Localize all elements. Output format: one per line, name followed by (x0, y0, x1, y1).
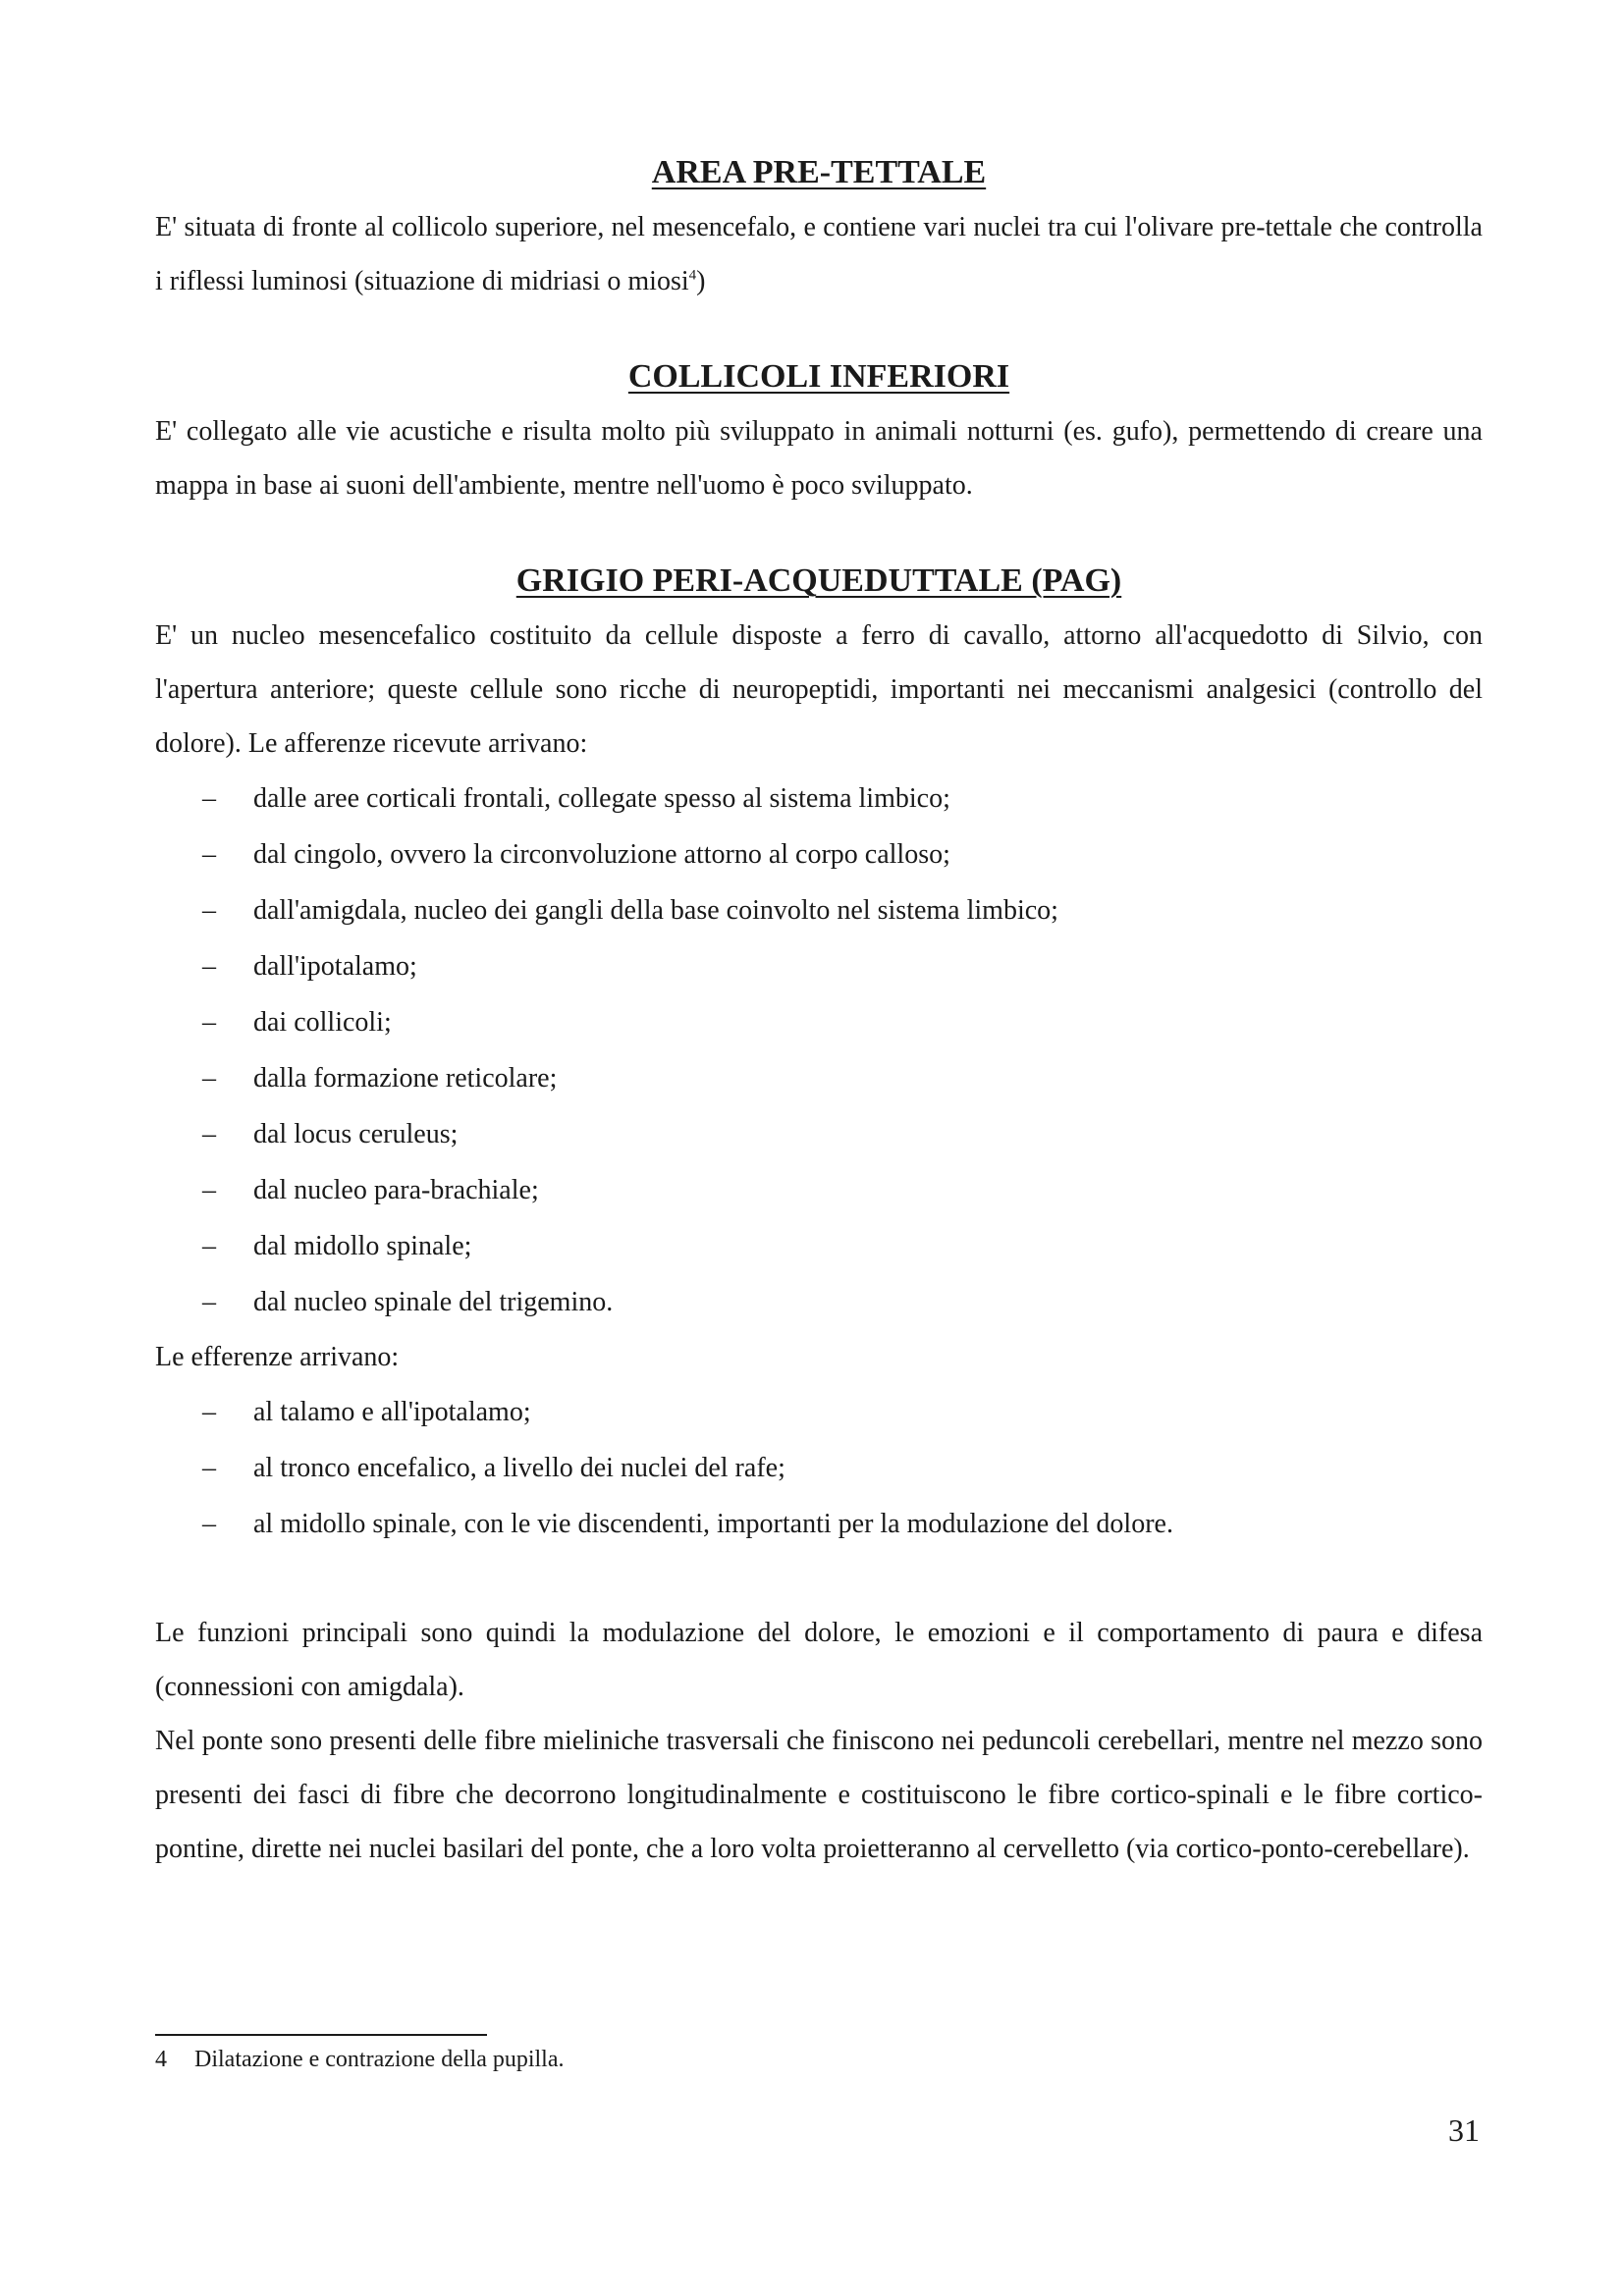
list-item (155, 882, 1483, 938)
list-item (155, 1162, 1483, 1218)
bullet-dash: – (202, 951, 216, 982)
bullet-dash: – (202, 1063, 216, 1094)
list-item-text: dalla formazione reticolare; (253, 1063, 558, 1094)
list-item (155, 827, 1483, 882)
list-item-text: dal nucleo para-brachiale; (253, 1175, 539, 1205)
bullet-dash: – (202, 1509, 216, 1539)
heading-collicoli-inferiori: COLLICOLI INFERIORI (627, 358, 1010, 395)
list-item (155, 1440, 1483, 1496)
footnote (155, 2044, 565, 2075)
list-item (155, 994, 1483, 1050)
list-item-text: dal nucleo spinale del trigemino. (253, 1287, 614, 1317)
list-item (155, 1106, 1483, 1162)
paragraph-area-text: E' situata di fronte al collicolo superiore, nel mesencefalo, e contiene vari nuclei tra cui l'olivare pre-tettale che controlla i riflessi luminosi (situazione di midriasi o miosi (155, 212, 1483, 296)
paragraph-pag-intro: E' un nucleo mesencefalico costituito da cellule disposte a ferro di cavallo, attorno all'acquedotto di Silvio, con l'apertura anteriore; queste cellule sono ricche di neuropeptidi, importanti nei meccanismi analgesici (controllo del dolore). Le afferenze ricevute arrivano: (155, 620, 1483, 759)
page-content (155, 145, 1483, 1876)
list-item (155, 1050, 1483, 1106)
bullet-dash: – (202, 839, 216, 870)
paragraph-funzioni: Le funzioni principali sono quindi la modulazione del dolore, le emozioni e il comportamento di paura e difesa (connessioni con amigdala). (155, 1618, 1483, 1702)
bullet-dash: – (202, 895, 216, 926)
list-item-text: dal locus ceruleus; (253, 1119, 459, 1149)
list-item-text: dall'amigdala, nucleo dei gangli della base coinvolto nel sistema limbico; (253, 895, 1058, 926)
list-item-text: dal midollo spinale; (253, 1231, 472, 1261)
section-spacer (155, 308, 1483, 349)
paragraph-area-pre-tettale (155, 200, 1483, 308)
list-item (155, 1496, 1483, 1552)
paragraph-area-end: ) (696, 266, 706, 296)
footnote-number: 4 (155, 2047, 167, 2072)
footnote-text: Dilatazione e contrazione della pupilla. (194, 2047, 565, 2072)
footnote-separator (155, 2034, 487, 2036)
list-item (155, 1218, 1483, 1274)
bullet-dash: – (202, 783, 216, 814)
bullet-dash: – (202, 1453, 216, 1483)
page-number: 31 (1448, 2112, 1480, 2148)
bullet-dash: – (202, 1175, 216, 1205)
list-item-text: dai collicoli; (253, 1007, 392, 1038)
paragraph-efferenze-intro: Le efferenze arrivano: (155, 1342, 400, 1372)
bullet-dash: – (202, 1287, 216, 1317)
bullet-dash: – (202, 1231, 216, 1261)
list-item-text: al talamo e all'ipotalamo; (253, 1397, 531, 1427)
footnote-ref-4[interactable]: 4 (688, 267, 697, 284)
list-item (155, 1274, 1483, 1330)
heading-grigio-peri-acqueduttale: GRIGIO PERI-ACQUEDUTTALE (PAG) (515, 562, 1122, 599)
list-item-text: dal cingolo, ovvero la circonvoluzione attorno al corpo calloso; (253, 839, 950, 870)
paragraph-ponte: Nel ponte sono presenti delle fibre mieliniche trasversali che finiscono nei peduncoli cerebellari, mentre nel mezzo sono presenti dei fasci di fibre che decorrono longitudinalmente e costituiscono le fibre cortico-spinali e le fibre cortico-pontine, dirette nei nuclei basilari del ponte, che a loro volta proietteranno al cervelletto (via cortico-ponto-cerebellare). (155, 1726, 1483, 1864)
list-item-text: dall'ipotalamo; (253, 951, 417, 982)
list-item-text: al tronco encefalico, a livello dei nuclei del rafe; (253, 1453, 785, 1483)
list-item (155, 938, 1483, 994)
heading-area-pre-tettale: AREA PRE-TETTALE (651, 154, 987, 190)
list-item-text: al midollo spinale, con le vie discendenti, importanti per la modulazione del dolore. (253, 1509, 1173, 1539)
list-item (155, 1384, 1483, 1440)
section-spacer (155, 512, 1483, 554)
bullet-dash: – (202, 1397, 216, 1427)
paragraph-collicoli: E' collegato alle vie acustiche e risulta molto più sviluppato in animali notturni (es. gufo), permettendo di creare una mappa in base ai suoni dell'ambiente, mentre nell'uomo è poco sviluppato. (155, 416, 1483, 501)
bullet-dash: – (202, 1119, 216, 1149)
bullet-dash: – (202, 1007, 216, 1038)
paragraph-spacer (155, 1552, 1483, 1606)
list-item (155, 771, 1483, 827)
list-item-text: dalle aree corticali frontali, collegate spesso al sistema limbico; (253, 783, 950, 814)
afferenze-list (155, 771, 1483, 1330)
efferenze-list (155, 1384, 1483, 1552)
